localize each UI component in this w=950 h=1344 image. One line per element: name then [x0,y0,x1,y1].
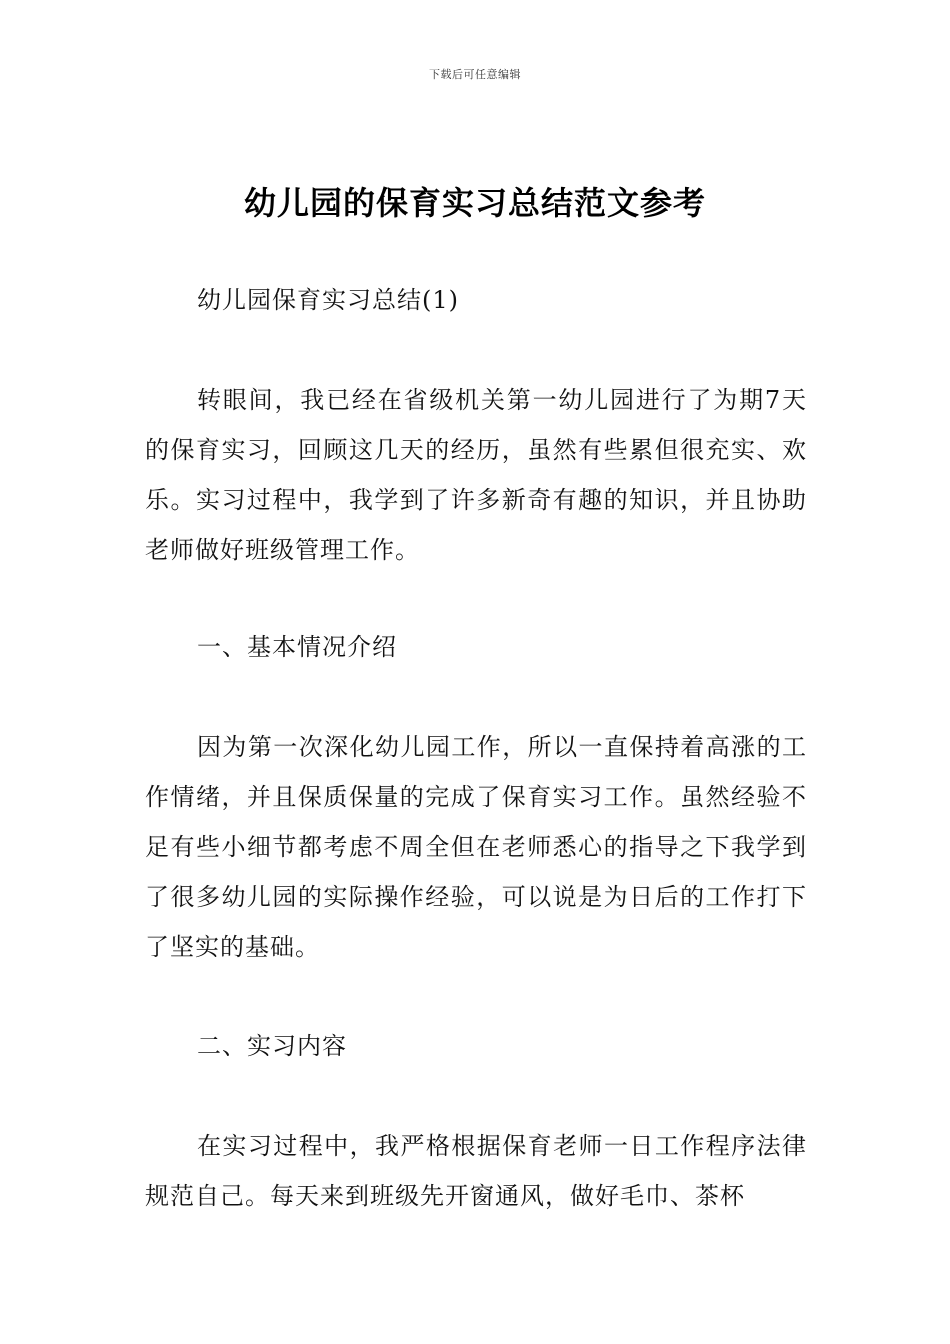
header-note: 下载后可任意编辑 [429,68,521,81]
paragraph-basic-info: 因为第一次深化幼儿园工作，所以一直保持着高涨的工作情绪，并且保质保量的完成了保育实习工作。虽然经验不足有些小细节都考虑不周全但在老师悉心的指导之下我学到了很多幼儿园的实际操作经验，可以说是为日后的工作打下了坚实的基础。 [145,733,807,961]
section-heading-basic-info: 一、基本情况介绍 [197,633,397,661]
paragraph-internship-content: 在实习过程中，我严格根据保育老师一日工作程序法律规范自己。每天来到班级先开窗通风，做好毛巾、茶杯 [145,1132,807,1210]
paragraph-intro: 转眼间，我已经在省级机关第一幼儿园进行了为期7天的保育实习，回顾这几天的经历，虽然有些累但很充实、欢乐。实习过程中，我学到了许多新奇有趣的知识，并且协助老师做好班级管理工作。 [145,386,807,564]
document-title: 幼儿园的保育实习总结范文参考 [243,184,706,222]
document-subtitle: 幼儿园保育实习总结(1) [197,286,459,314]
section-heading-internship-content: 二、实习内容 [197,1032,347,1060]
